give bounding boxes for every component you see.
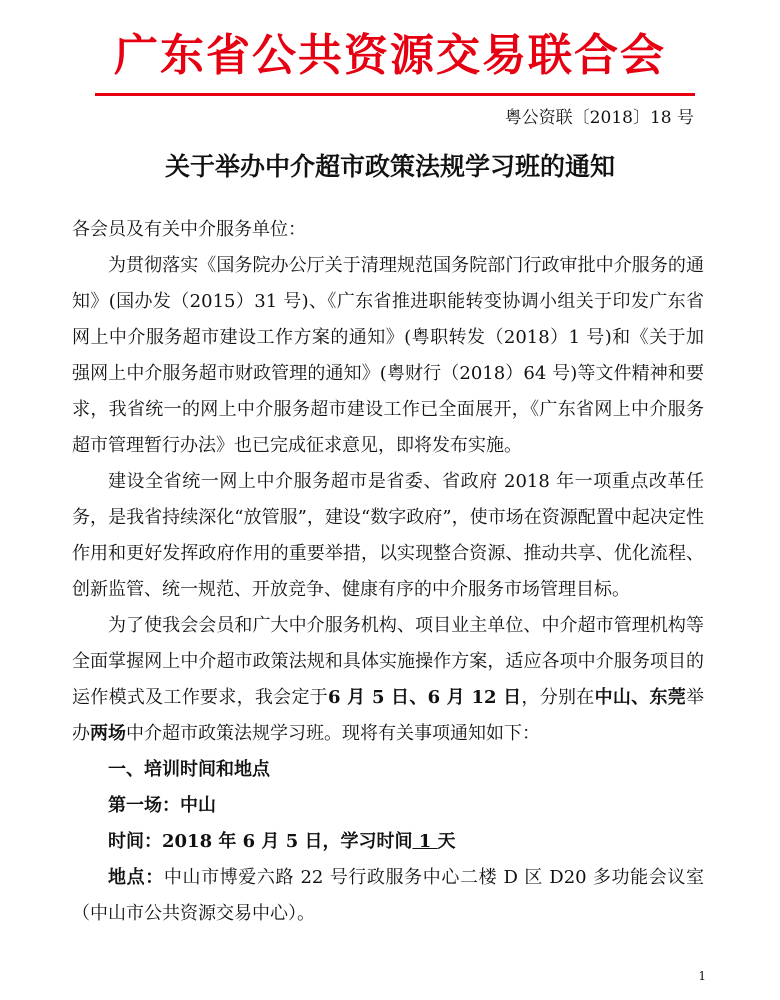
salutation: 各会员及有关中介服务单位： — [72, 219, 306, 240]
time-duration: 1 — [412, 831, 438, 852]
paragraph-3-text-b: ，分别在 — [521, 687, 595, 708]
page-number: 1 — [698, 969, 706, 983]
document-title: 关于举办中介超市政策法规学习班的通知 — [164, 152, 615, 181]
red-header-rule — [95, 93, 695, 96]
organization-title: 广东省公共资源交易联合会 — [114, 30, 666, 81]
paragraph-3 — [72, 608, 704, 752]
session-1-location — [72, 860, 704, 932]
time-unit: 天 — [437, 831, 456, 852]
training-places: 中山、东莞 — [594, 687, 687, 708]
document-body — [72, 212, 704, 932]
paragraph-3-text-d: 中介超市政策法规学习班。现将有关事项通知如下： — [126, 723, 540, 744]
section-1-heading: 一、培训时间和地点 — [108, 759, 270, 780]
location-label: 地点： — [108, 867, 164, 888]
paragraph-1: 为贯彻落实《国务院办公厅关于清理规范国务院部门行政审批中介服务的通知》(国办发（2015）31 号)、《广东省推进职能转变协调小组关于印发广东省网上中介服务超市建设工作方案的通知》(粤职转发（2018）1 号)和《关于加强网上中介服务超市财政管理的通知》(粤财行（2018）64 号)等文件精神和要求，我省统一的网上中介服务超市建设工作已全面展开，《广东省网上中介服务超市管理暂行办法》也已完成征求意见，即将发布实施。 — [72, 255, 704, 456]
time-label: 时间：2018 年 6 月 5 日，学习时间 — [108, 831, 413, 852]
paragraph-3-text-c: 举办 — [72, 687, 705, 744]
session-1-time — [72, 824, 704, 860]
paragraph-3-text-a: 为了使我会会员和广大中介服务机构、项目业主单位、中介超市管理机构等全面掌握网上中介超市政策法规和具体实施操作方案，适应各项中介服务项目的运作模式及工作要求，我会定于 — [72, 615, 704, 708]
session-count: 两场 — [90, 723, 126, 744]
document-number: 粤公资联〔2018〕18 号 — [504, 108, 694, 128]
session-1-label: 第一场：中山 — [108, 795, 216, 816]
training-dates: 6 月 5 日、6 月 12 日 — [328, 687, 522, 708]
location-text: 中山市博爱六路 22 号行政服务中心二楼 D 区 D20 多功能会议室（中山市公共资源交易中心）。 — [72, 867, 705, 924]
paragraph-2: 建设全省统一网上中介服务超市是省委、省政府 2018 年一项重点改革任务，是我省持续深化“放管服”，建设“数字政府”，使市场在资源配置中起决定性作用和更好发挥政府作用的重要举措，以实现整合资源、推动共享、优化流程、创新监管、统一规范、开放竞争、健康有序的中介服务市场管理目标。 — [72, 471, 704, 600]
